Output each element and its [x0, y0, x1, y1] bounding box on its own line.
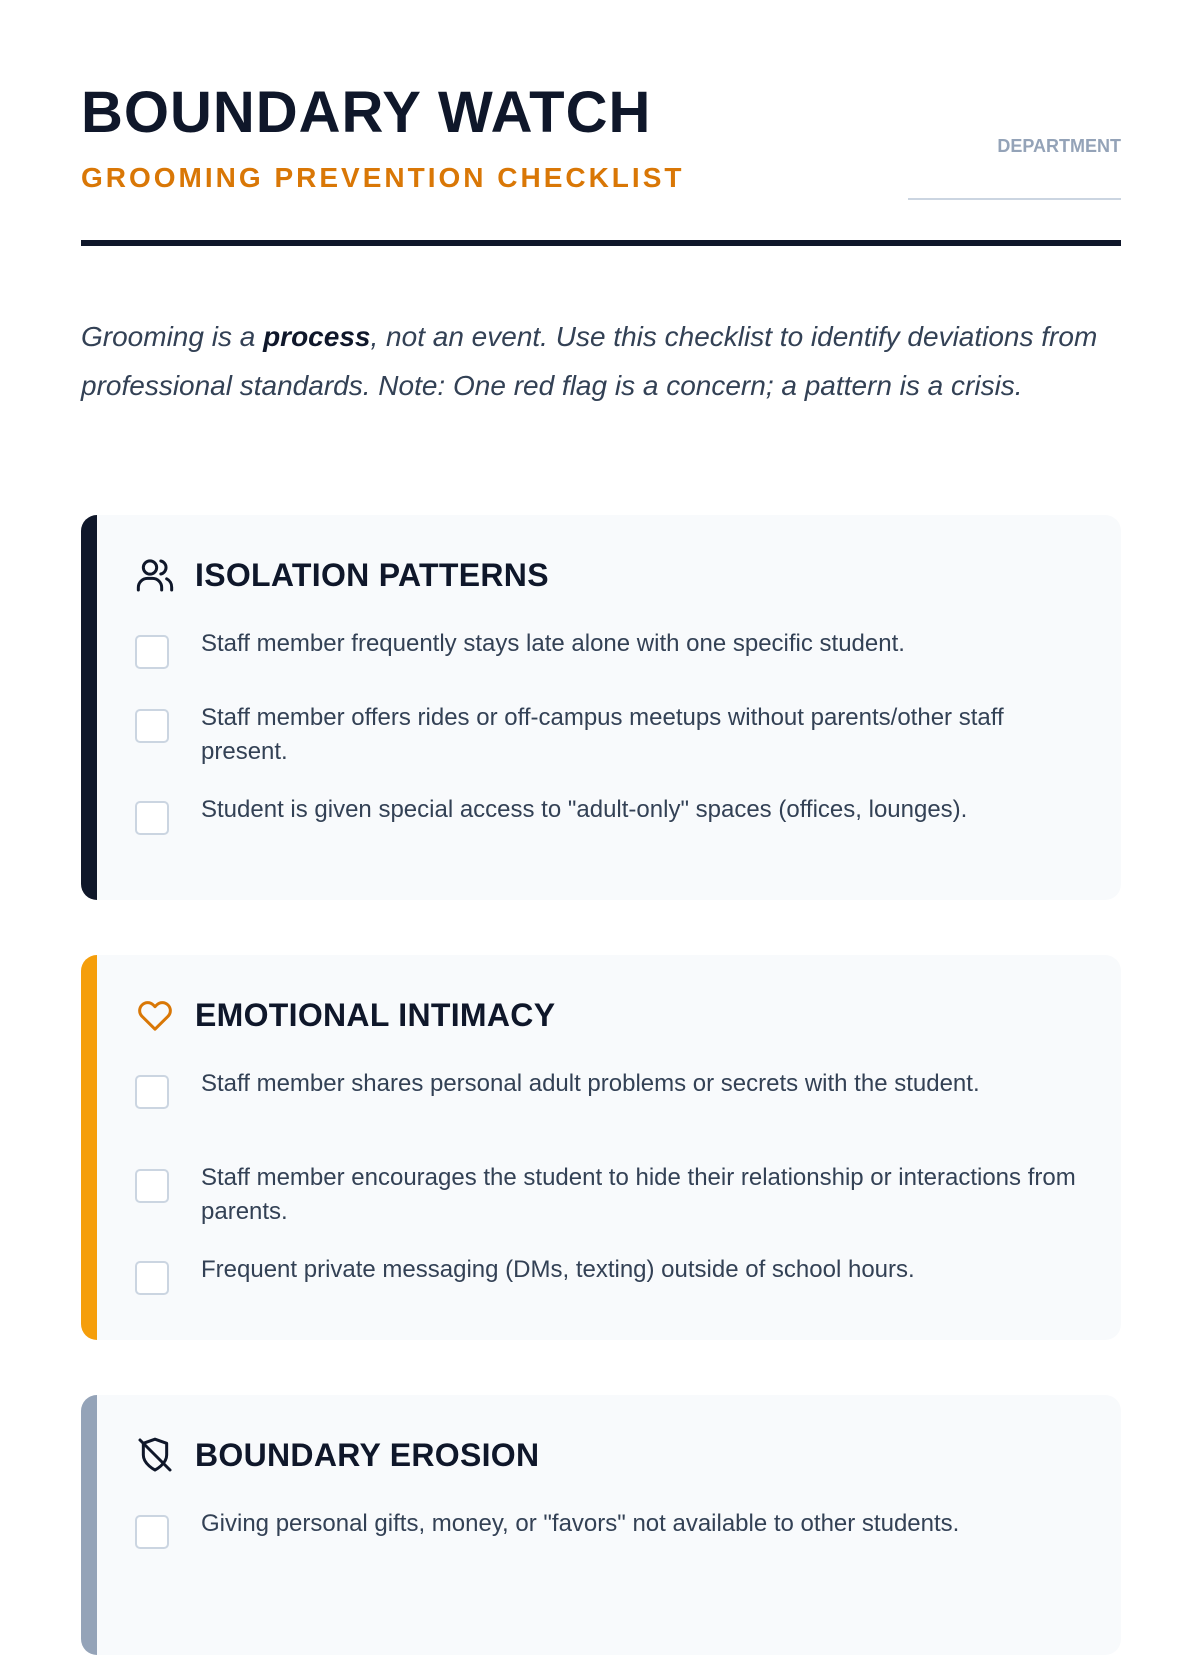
checklist-item-text: Staff member offers rides or off-campus meetups without parents/other staff present.	[201, 704, 1004, 765]
checklist-item-text: Staff member encourages the student to hide their relationship or interactions from parents.	[201, 1164, 1076, 1225]
header-divider	[81, 240, 1121, 246]
section-title: EMOTIONAL INTIMACY	[195, 996, 556, 1033]
checklist-item-text: Giving personal gifts, money, or "favors" not available to other students.	[201, 1510, 960, 1537]
checkbox[interactable]	[135, 1515, 169, 1549]
page-subtitle: GROOMING PREVENTION CHECKLIST	[81, 162, 685, 193]
section-title: BOUNDARY EROSION	[195, 1436, 540, 1473]
intro-emphasis: process	[263, 321, 371, 352]
checkbox[interactable]	[135, 1261, 169, 1295]
checklist-item-text: Staff member shares personal adult problems or secrets with the student.	[201, 1070, 980, 1097]
section-boundary-erosion	[81, 1395, 1121, 1655]
section-header	[135, 1435, 539, 1475]
checkbox[interactable]	[135, 1075, 169, 1109]
header	[81, 78, 1121, 248]
checkbox[interactable]	[135, 1169, 169, 1203]
page-title: BOUNDARY WATCH	[81, 80, 652, 145]
intro-text-before: Grooming is a	[81, 321, 264, 352]
section-header	[135, 995, 555, 1035]
checklist-item-text: Frequent private messaging (DMs, texting) outside of school hours.	[201, 1256, 915, 1283]
users-icon	[135, 555, 175, 595]
checkbox[interactable]	[135, 635, 169, 669]
section-title: ISOLATION PATTERNS	[195, 556, 549, 593]
checklist-item-text: Student is given special access to "adult-only" spaces (offices, lounges).	[201, 796, 968, 823]
checkbox[interactable]	[135, 709, 169, 743]
heart-icon	[135, 995, 175, 1035]
section-header	[135, 555, 549, 595]
section-emotional-intimacy	[81, 955, 1121, 1340]
department-field-line[interactable]	[908, 198, 1121, 200]
department-label: DEPARTMENT	[997, 136, 1121, 156]
shield-off-icon	[135, 1435, 175, 1475]
intro-text-after: , not an event. Use this checklist to identify deviations from professional standards. Note: One red flag is a concern; a pattern is a crisis.	[81, 321, 1098, 401]
checkbox[interactable]	[135, 801, 169, 835]
checklist-item-text: Staff member frequently stays late alone with one specific student.	[201, 630, 905, 657]
section-isolation-patterns	[81, 515, 1121, 900]
intro-paragraph	[81, 312, 1121, 410]
